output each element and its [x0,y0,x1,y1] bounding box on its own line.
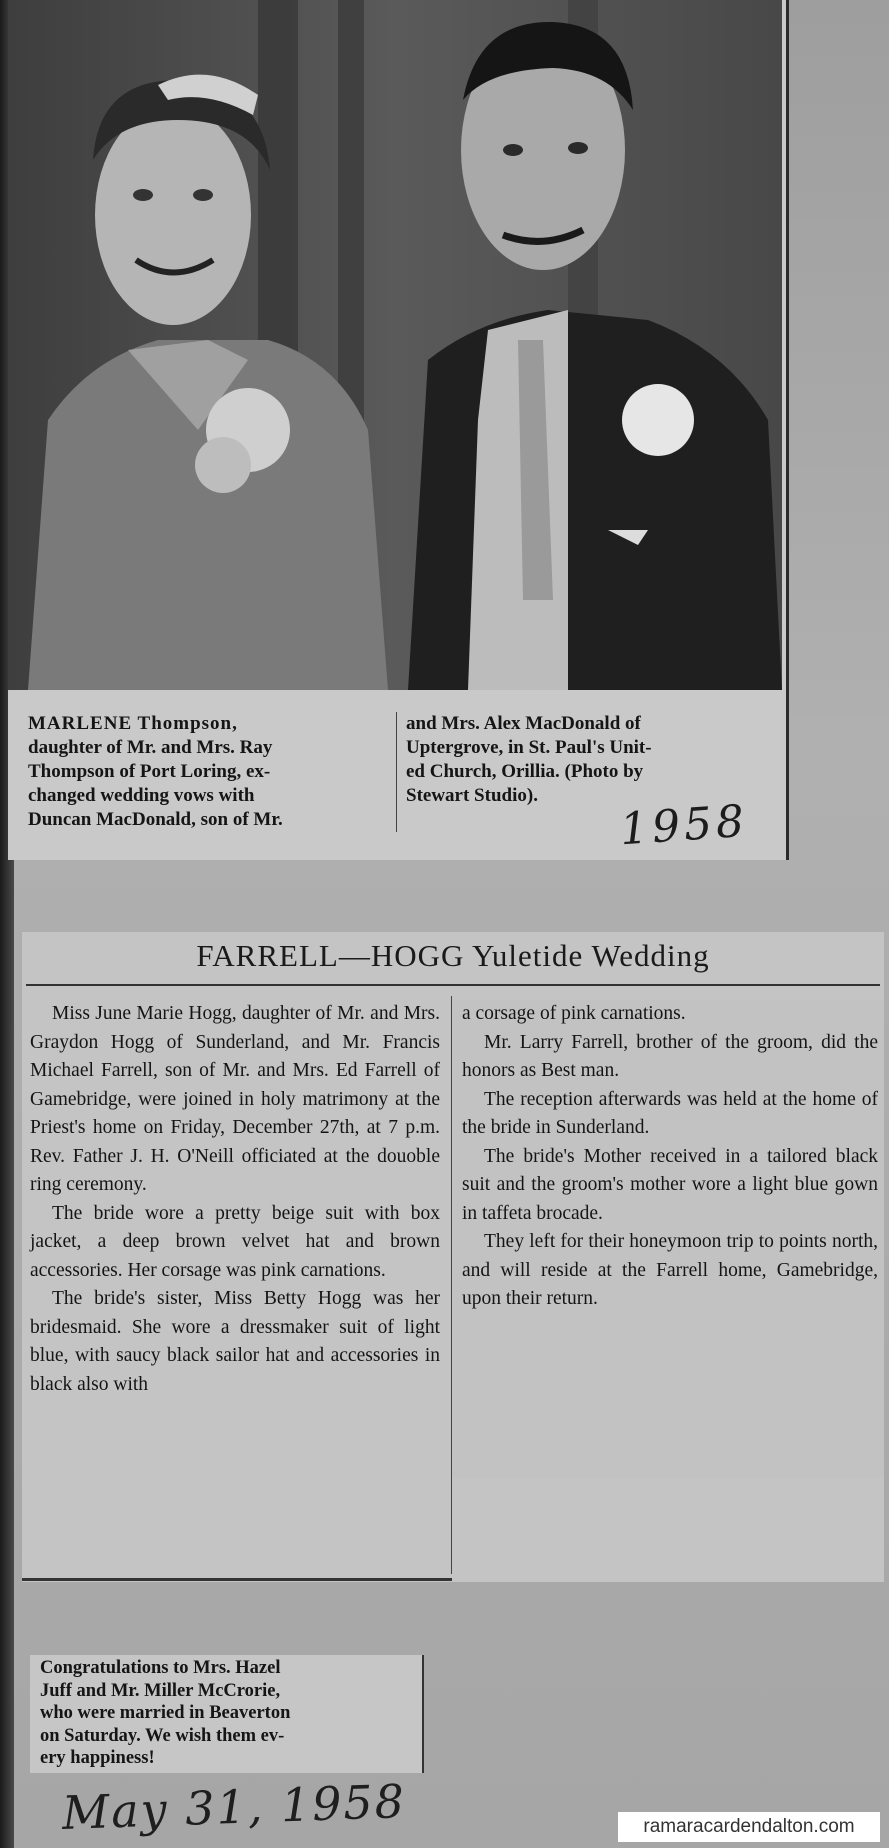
article-paragraph: a corsage of pink carnations. [462,1003,686,1024]
article-right-column [462,1000,878,1314]
article-paragraph: Mr. Larry Farrell, brother of the groom, did the honors as Best man. [462,1031,878,1081]
handwritten-date: May 31, 1958 [61,1774,407,1840]
headline-rule [26,984,880,986]
congrats-line: Juff and Mr. Miller McCrorie, [40,1680,281,1701]
site-watermark: ramaracardendalton.com [618,1812,880,1842]
couple-photo-illustration [8,0,782,690]
handwritten-year: 1958 [618,795,750,856]
article-paragraph: They left for their honeymoon trip to points north, and will reside at the Farrell home, Gamebridge, upon their return. [462,1231,878,1309]
article-headline: FARRELL—HOGG Yuletide Wedding [196,938,710,973]
caption-line: and Mrs. Alex MacDonald of [406,713,641,734]
congrats-line: who were married in Beaverton [40,1703,291,1723]
photo-caption-right [406,712,776,808]
congrats-line: on Saturday. We wish them ev- [40,1725,285,1746]
article-paragraph: The reception afterwards was held at the home of the bride in Sunderland. [462,1088,878,1138]
wedding-photo [8,0,782,690]
caption-line: Uptergrove, in St. Paul's Unit- [406,737,652,758]
article-paragraph: Miss June Marie Hogg, daughter of Mr. and Mrs. Graydon Hogg of Sunderland, and Mr. Francis Michael Farrell, son of Mr. and Mrs. Ed Farrell of Gamebridge, were joined in holy matrimony at the Priest's home on Friday, December 27th, at 7 p.m. Rev. Father J. H. O'Neill officiated at the douoble ring ceremony. [30,1003,440,1195]
article-left-column [30,1000,440,1399]
caption-line: ed Church, Orillia. (Photo by [406,761,644,782]
caption-line: Stewart Studio). [406,785,538,806]
caption-line: Duncan MacDonald, son of Mr. [28,809,283,830]
congrats-line: Congratulations to Mrs. Hazel [40,1658,281,1678]
article-paragraph: The bride's sister, Miss Betty Hogg was her bridesmaid. She wore a dressmaker suit of light blue, with saucy black sailor hat and accessories in black also with [30,1288,440,1395]
caption-line: MARLENE Thompson, [28,713,238,734]
article-paragraph: The bride's Mother received in a tailored black suit and the groom's mother wore a light blue gown in taffeta brocade. [462,1145,878,1224]
caption-line: daughter of Mr. and Mrs. Ray [28,737,273,758]
caption-line: Thompson of Port Loring, ex- [28,761,271,782]
article-bottom-rule [22,1578,452,1581]
congratulations-text [40,1657,418,1770]
congrats-line: ery happiness! [40,1748,155,1768]
photo-caption-left [28,712,397,832]
column-divider [451,996,452,1574]
wedding-photo-clipping [8,0,789,860]
congratulations-clipping [30,1655,424,1773]
article-paragraph: The bride wore a pretty beige suit with box jacket, a deep brown velvet hat and brown accessories. Her corsage was pink carnations. [30,1202,440,1281]
caption-line: changed wedding vows with [28,785,255,806]
